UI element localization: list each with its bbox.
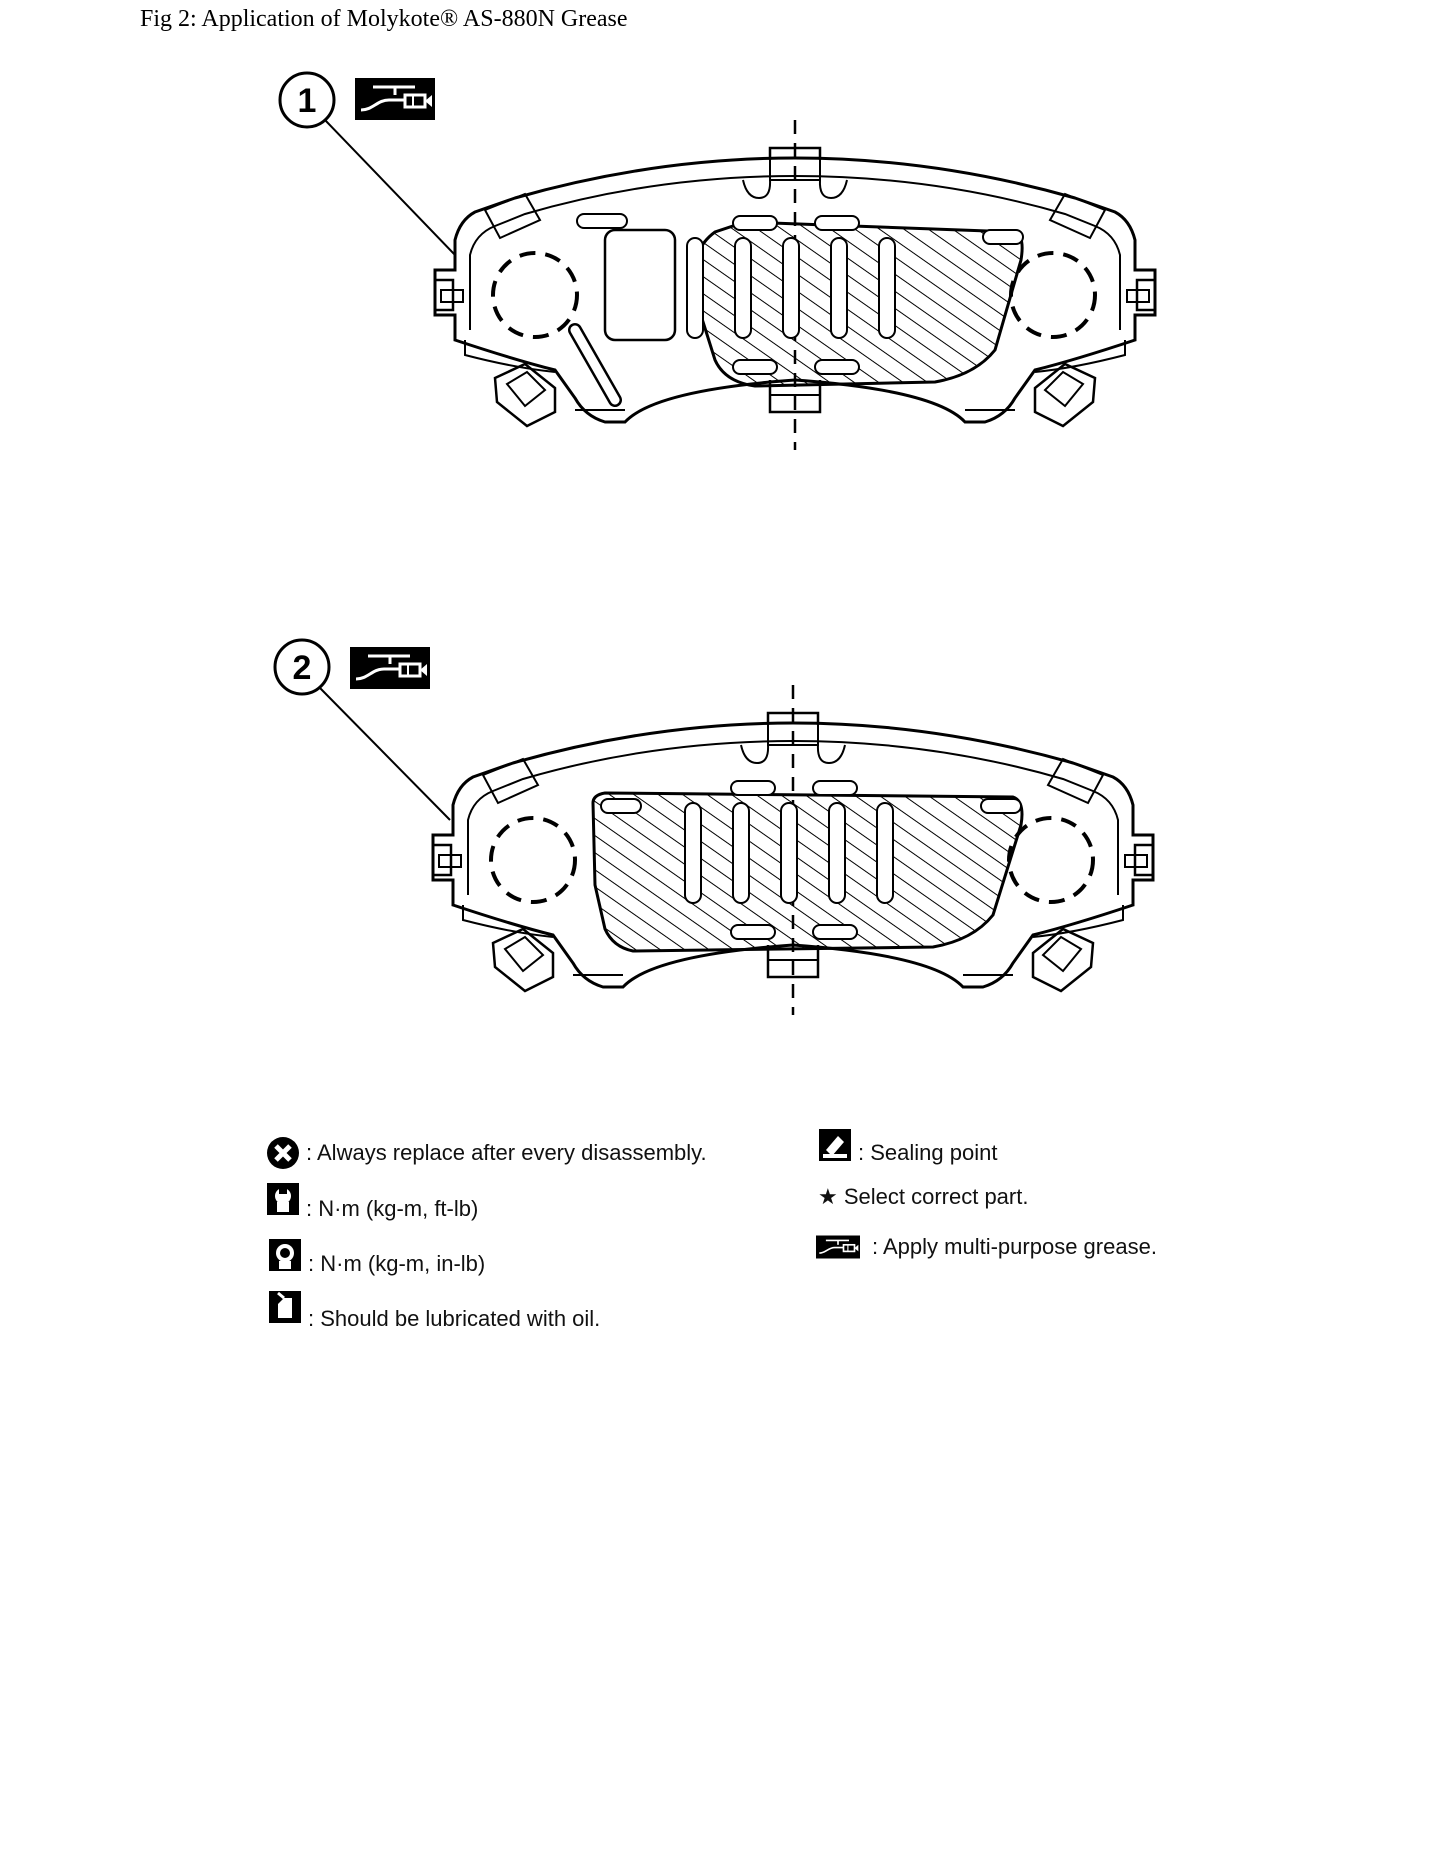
torque-wrench-icon bbox=[266, 1182, 300, 1216]
oil-can-icon bbox=[268, 1290, 302, 1324]
grease-gun-icon bbox=[816, 1235, 860, 1259]
legend-oil-text: : Should be lubricated with oil. bbox=[308, 1306, 601, 1331]
legend-select-text: ★ Select correct part. bbox=[818, 1184, 1029, 1209]
callout-2-number: 2 bbox=[292, 649, 312, 687]
brake-pad-1 bbox=[435, 120, 1155, 450]
legend-replace-text: : Always replace after every disassembly. bbox=[306, 1140, 707, 1165]
callout-1-number: 1 bbox=[297, 82, 317, 120]
legend-sealing-text: : Sealing point bbox=[858, 1140, 998, 1165]
legend-torque-in-text: : N·m (kg-m, in-lb) bbox=[308, 1251, 486, 1276]
brake-pad-2 bbox=[433, 685, 1153, 1015]
grease-gun-icon bbox=[355, 78, 435, 120]
legend-grease-text: : Apply multi-purpose grease. bbox=[872, 1234, 1157, 1259]
figure-caption: Fig 2: Application of Molykote® AS-880N Grease bbox=[140, 6, 628, 32]
grease-gun-icon bbox=[350, 647, 430, 689]
sealant-icon bbox=[818, 1128, 852, 1162]
legend-torque-ft-text: : N·m (kg-m, ft-lb) bbox=[306, 1196, 479, 1221]
x-circle-icon bbox=[266, 1136, 300, 1170]
torque-wrench-icon bbox=[268, 1238, 302, 1272]
